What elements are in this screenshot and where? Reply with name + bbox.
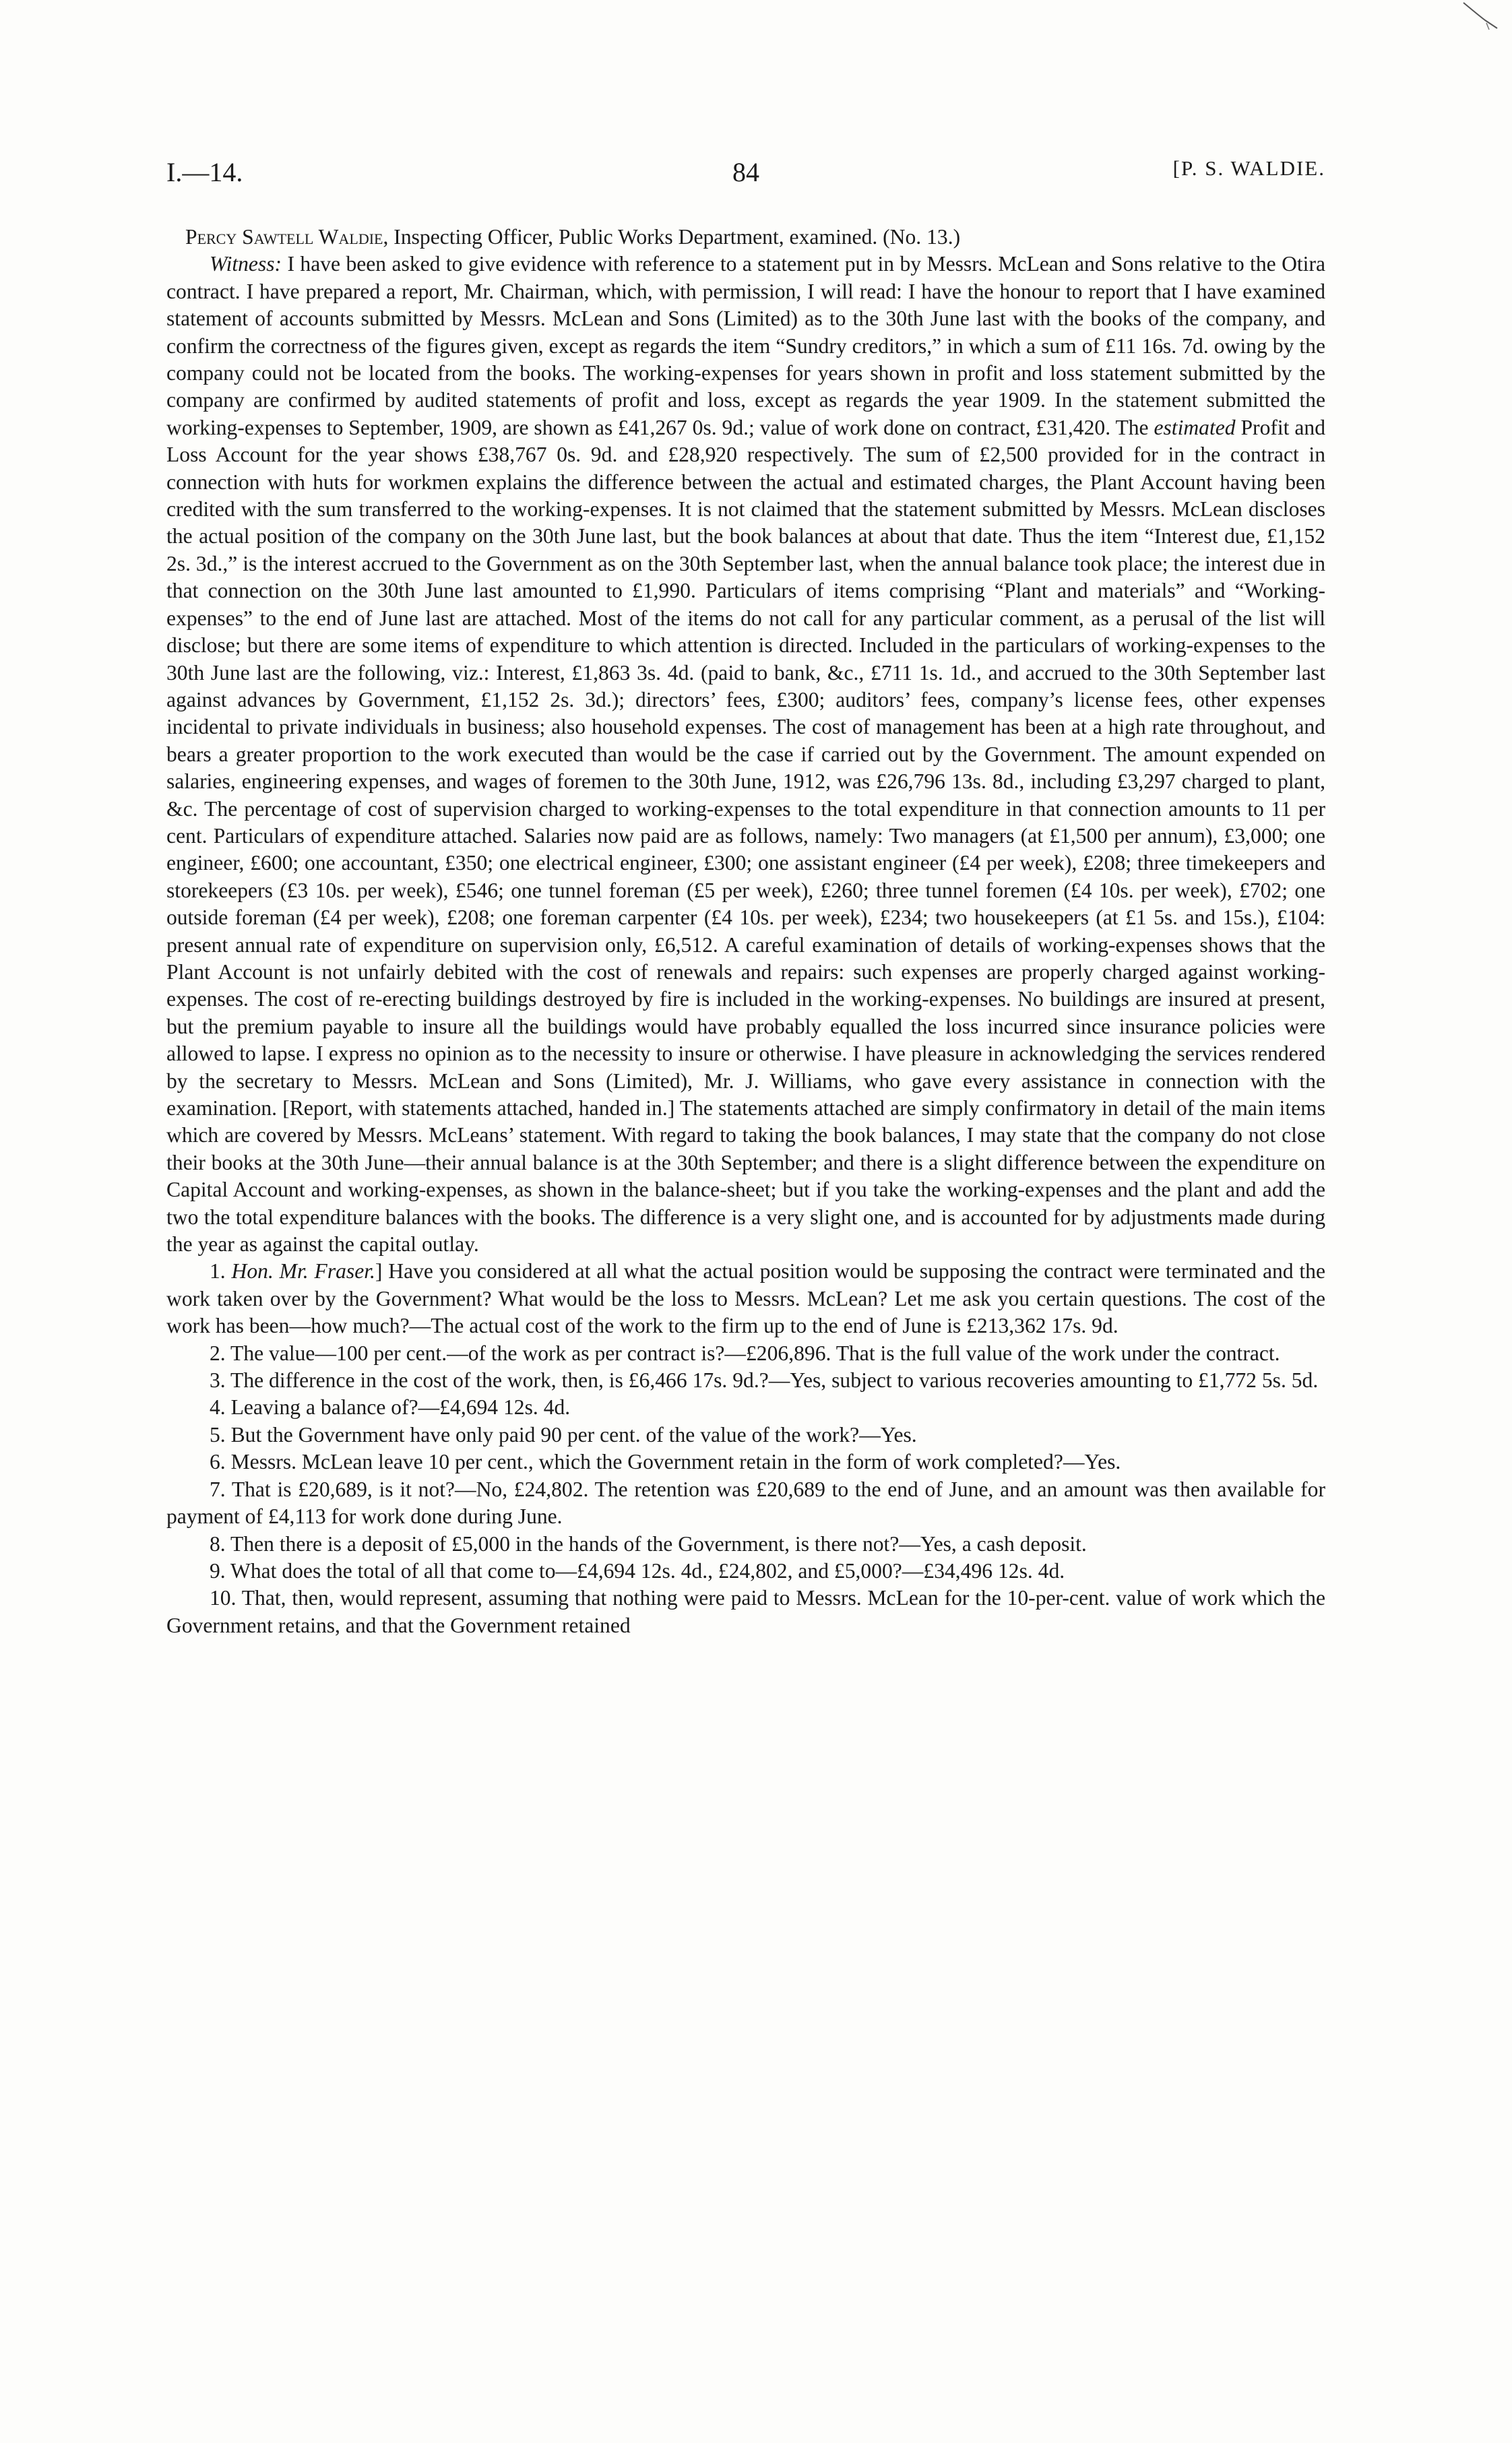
witness-title-rest: , Inspecting Officer, Public Works Department, examined. (No. 13.) [383, 225, 961, 249]
statement-text-b: Profit and Loss Account for the year shows £38,767 0s. 9d. and £28,920 respectively. The sum of £2,500 provided for in the contract in connection with huts for workmen explains the difference between the actual and estimated charges, the Plant Account having been credited with the sum transferred to the working-expenses. It is not claimed that the statement submitted by Messrs. McLean discloses the actual position of the company on the 30th June last, but the book balances at about that date. Thus the item “Interest due, £1,152 2s. 3d.,” is the interest accrued to the Government as on the 30th September last, when the annual balance took place; the interest due in that connection on the 30th June last amounted to £1,990. Particulars of items comprising “Plant and materials” and “Working-expenses” to the end of June last are attached. Most of the items do not call for any particular comment, as a perusal of the list will disclose; but there are some items of expenditure to which attention is directed. Included in the particulars of working-expenses to the 30th June last are the following, viz.: Interest, £1,863 3s. 4d. (paid to bank, &c., £711 1s. 1d., and accrued to the 30th September last against advances by Government, £1,152 2s. 3d.); directors’ fees, £300; auditors’ fees, company’s license fees, other expenses incidental to private individuals in business; also household expenses. The cost of management has been at a high rate throughout, and bears a greater proportion to the work executed than would be the case if carried out by the Government. The amount expended on salaries, engineering expenses, and wages of foremen to the 30th June, 1912, was £26,796 13s. 8d., including £3,297 charged to plant, &c. The percentage of cost of supervision charged to working-expenses to the total expenditure in that connection amounts to 11 per cent. Particulars of expenditure attached. Salaries now paid are as follows, namely: Two managers (at £1,500 per annum), £3,000; one engineer, £600; one accountant, £350; one electrical engineer, £300; one assistant engineer (£4 per week), £208; three timekeepers and storekeepers (£3 10s. per week), £546; one tunnel foreman (£5 per week), £260; three tunnel foremen (£4 10s. per week), £702; one outside foreman (£4 per week), £208; one foreman carpenter (£4 10s. per week), £234; two housekeepers (at £1 5s. and 15s.), £104: present annual rate of expenditure on supervision only, £6,512. A careful examination of details of working-expenses shows that the Plant Account is not unfairly debited with the cost of renewals and repairs: such expenses are properly charged against working-expenses. The cost of re-erecting buildings destroyed by fire is included in the working-expenses. No buildings are insured at present, but the premium payable to insure all the buildings would have probably equalled the loss incurred since insurance policies were allowed to lapse. I express no opinion as to the necessity to insure or otherwise. I have pleasure in acknowledging the services rendered by the secretary to Messrs. McLean and Sons (Limited), Mr. J. Williams, who gave every assistance in connection with the examination. [Report, with statements attached, handed in.] The statements attached are simply confirmatory in detail of the main items which are covered by Messrs. McLeans’ statement. With regard to taking the book balances, I may state that the company do not close their books at the 30th June—their annual balance is at the 30th September; and there is a slight difference between the expenditure on Capital Account and working-expenses, as shown in the balance-sheet; but if you take the working-expenses and the plant and add the two the total expenditure balances with the books. The difference is a very slight one, and is accounted for by adjustments made during the year as against the capital outlay. [166, 415, 1325, 1257]
witness-label: Witness: [210, 252, 282, 276]
scan-corner-mark [1459, 0, 1500, 40]
question-9: 9. What does the total of all that come to—£4,694 12s. 4d., £24,802, and £5,000?—£34,496 12s. 4d. [210, 1558, 1065, 1583]
question-1 [166, 1258, 1325, 1339]
witness-statement [166, 251, 1325, 1258]
question-8: 8. Then there is a deposit of £5,000 in the hands of the Government, is there not?—Yes, a cash deposit. [210, 1531, 1087, 1556]
question-2: 2. The value—100 per cent.—of the work as per contract is?—£206,896. That is the full value of the work under the contract. [210, 1341, 1280, 1365]
question-10: 10. That, then, would represent, assuming that nothing were paid to Messrs. McLean for the 10-per-cent. value of work which the Government retains, and that the Government retained [166, 1586, 1325, 1637]
header-paper-number: I.—14. [166, 157, 243, 187]
witness-title [166, 224, 1325, 251]
page-header [166, 156, 1325, 197]
question-1-text: ] Have you considered at all what the actual position would be supposing the contract were terminated and the work taken over by the Government? What would be the loss to Messrs. McLean? Let me ask you certain questions. The cost of the work has been—how much?—The actual cost of the work to the firm up to the end of June is £213,362 17s. 9d. [166, 1259, 1325, 1338]
statement-text-a: I have been asked to give evidence with reference to a statement put in by Messrs. McLean and Sons relative to the Otira contract. I have prepared a report, Mr. Chairman, which, with permission, I will read: I have the honour to report that I have examined statement of accounts submitted by Messrs. McLean and Sons (Limited) as to the 30th June last with the books of the company, and confirm the correctness of the figures given, except as regards the item “Sundry creditors,” in which a sum of £11 16s. 7d. owing by the company could not be located from the books. The working-expenses for years shown in profit and loss statement submitted by the company are confirmed by audited statements of profit and loss, except as regards the year 1909. In the statement submitted the working-expenses to September, 1909, are shown as £41,267 0s. 9d.; value of work done on contract, £31,420. The [166, 252, 1325, 439]
document-body [166, 224, 1325, 1639]
question-3: 3. The difference in the cost of the work, then, is £6,466 17s. 9d.?—Yes, subject to various recoveries amounting to £1,772 5s. 5d. [210, 1368, 1319, 1393]
statement-emphasis: estimated [1154, 415, 1236, 439]
question-1-speaker: Hon. Mr. Fraser. [231, 1259, 375, 1283]
question-6: 6. Messrs. McLean leave 10 per cent., which the Government retain in the form of work completed?—Yes. [210, 1450, 1121, 1474]
header-witness-initials: [P. S. WALDIE. [1172, 156, 1325, 180]
witness-name: Percy Sawtell Waldie [185, 225, 383, 249]
header-page-number: 84 [732, 157, 759, 187]
question-1-prefix: 1. [210, 1259, 232, 1283]
question-7: 7. That is £20,689, is it not?—No, £24,802. The retention was £20,689 to the end of June, and an amount was then available for payment of £4,113 for work done during June. [166, 1477, 1325, 1529]
question-4: 4. Leaving a balance of?—£4,694 12s. 4d. [210, 1395, 571, 1420]
question-5: 5. But the Government have only paid 90 per cent. of the value of the work?—Yes. [210, 1422, 917, 1447]
